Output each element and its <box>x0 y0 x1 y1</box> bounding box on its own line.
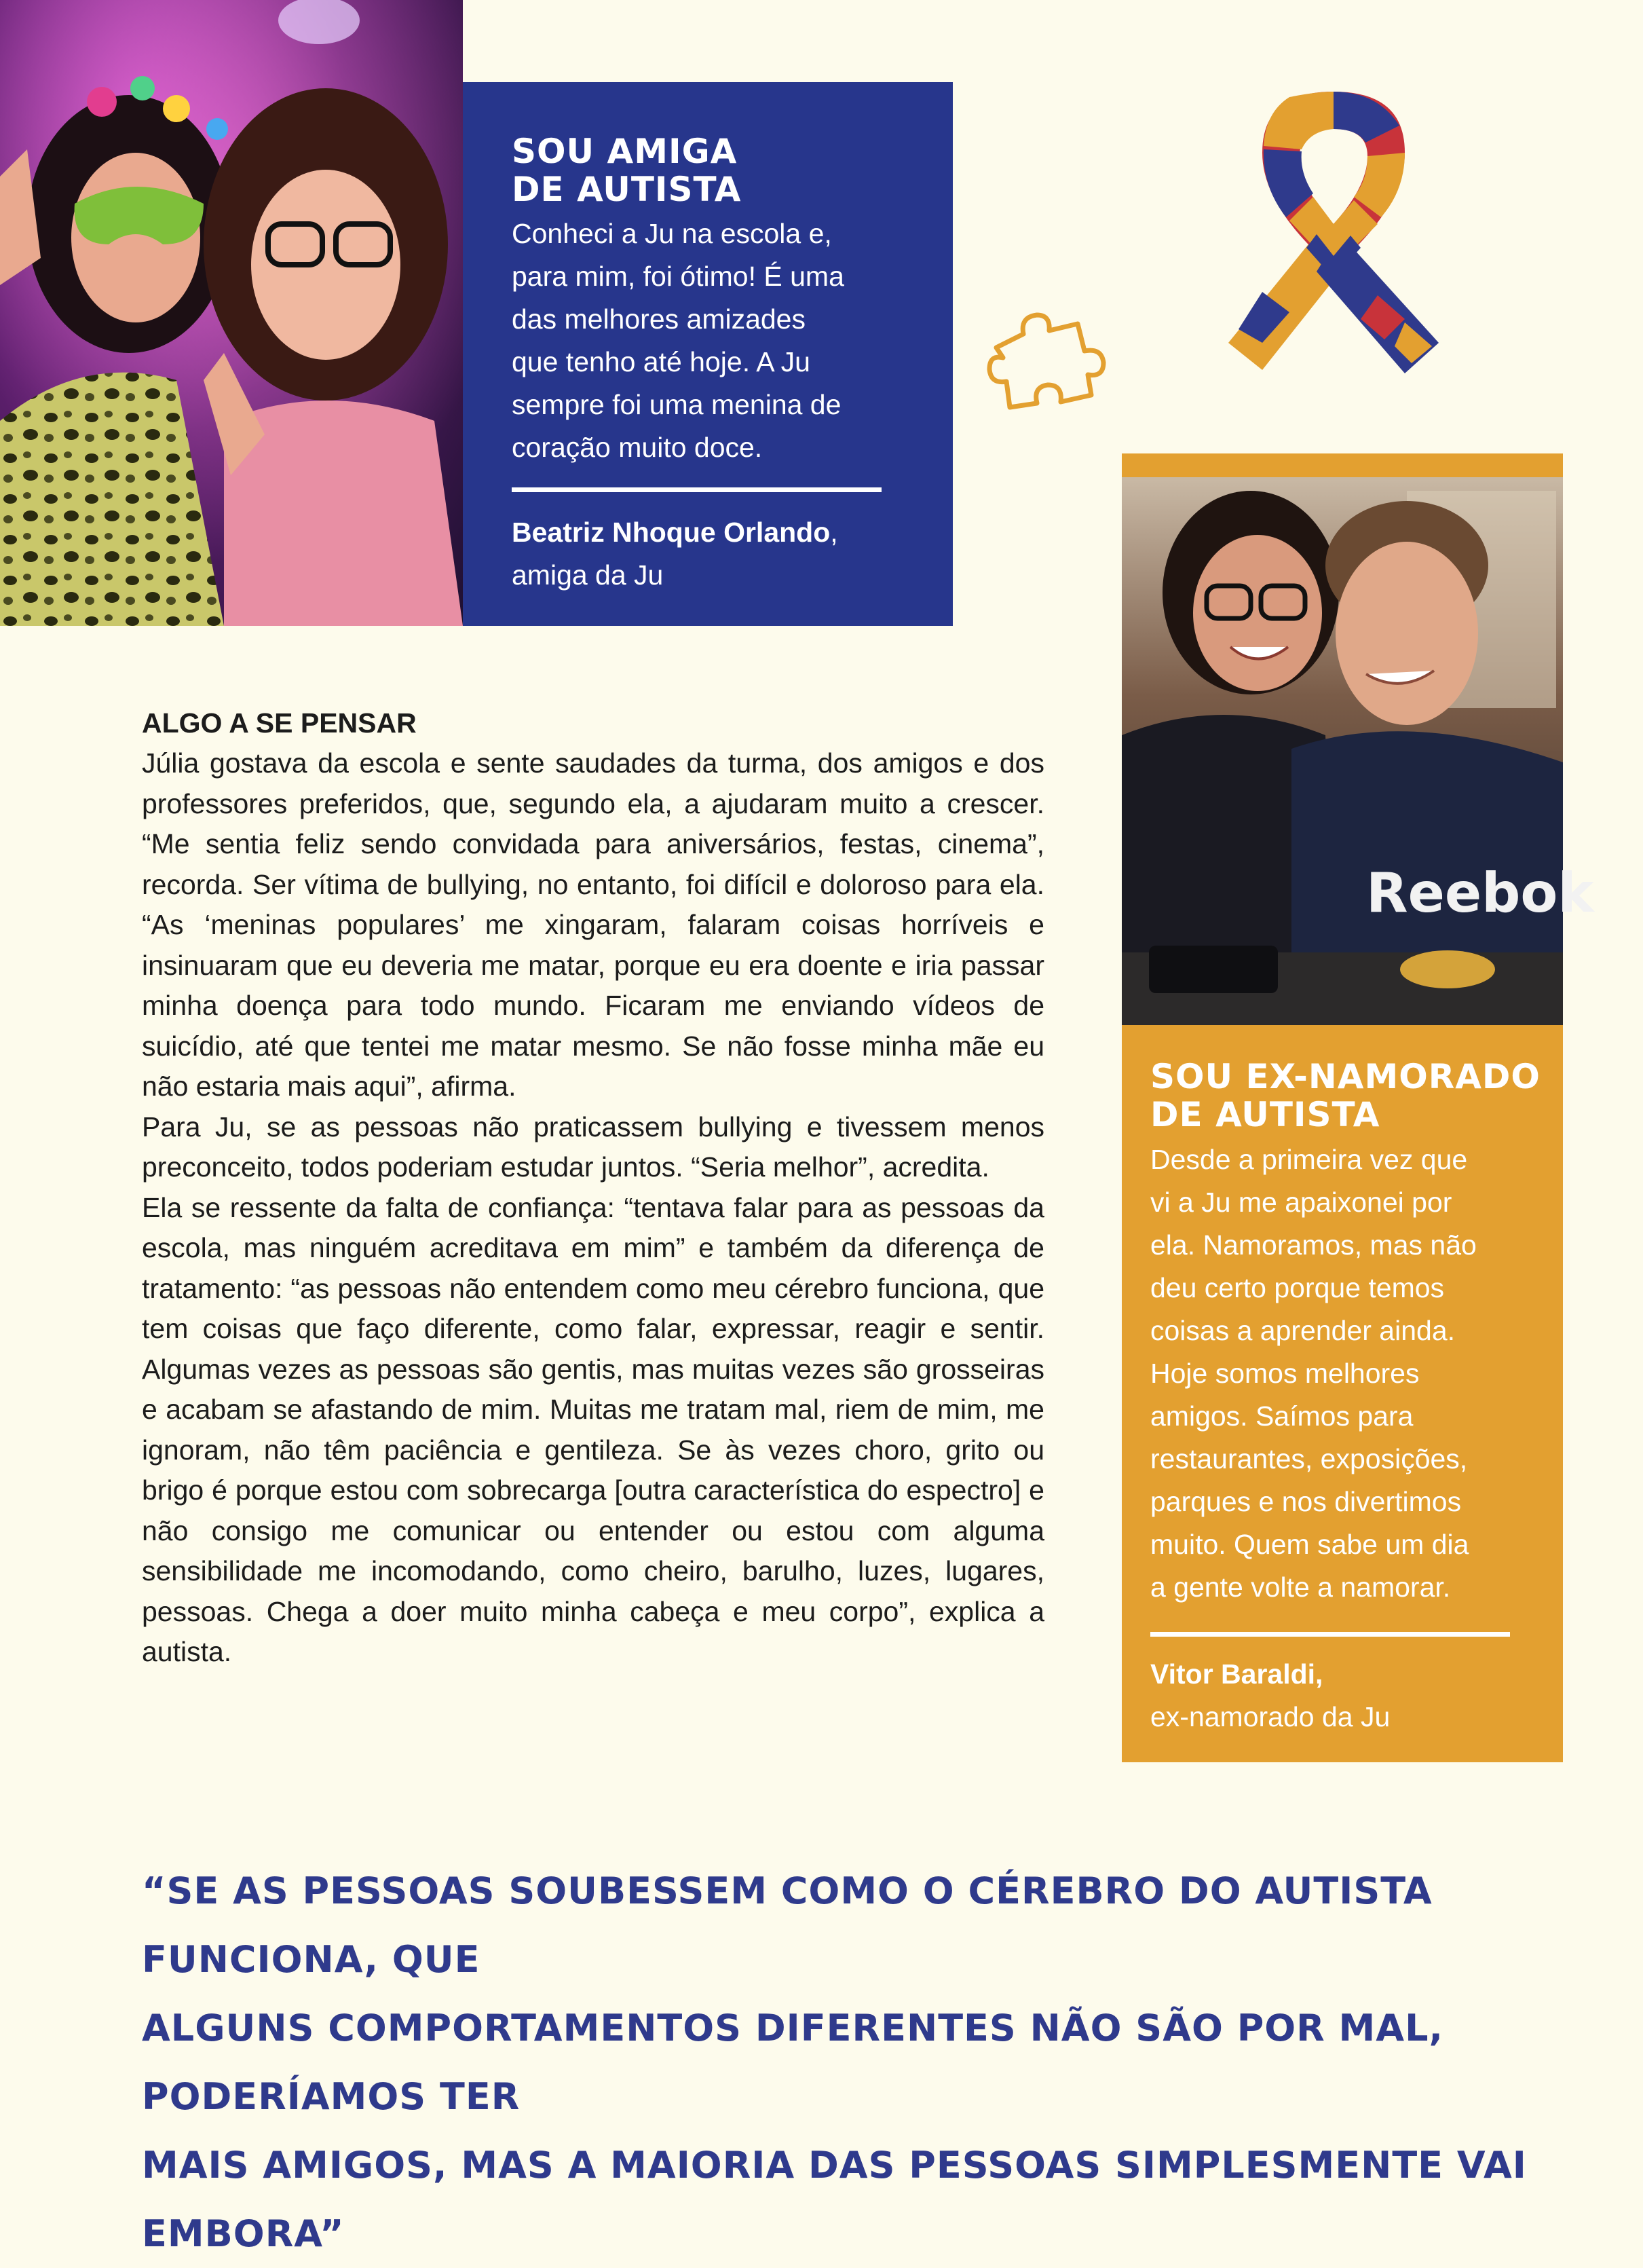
friend-box-title-line2: DE AUTISTA <box>512 170 742 209</box>
photo-couple <box>1122 477 1594 1025</box>
photo-friends <box>0 0 463 626</box>
ex-text-line: muito. Quem sabe um dia <box>1150 1529 1469 1560</box>
friend-box-author <box>512 511 946 597</box>
ex-box-author <box>1150 1653 1557 1739</box>
ex-text-line: ela. Namoramos, mas não <box>1150 1229 1477 1261</box>
friend-text-line: para mim, foi ótimo! É uma <box>512 261 844 292</box>
ex-text-line: vi a Ju me apaixonei por <box>1150 1187 1452 1218</box>
photo-couple-illustration <box>1122 477 1594 1025</box>
ex-author-role: ex-namorado da Ju <box>1150 1701 1391 1732</box>
shirt-logo-text: Reebok <box>1366 861 1594 925</box>
photo-friends-illustration <box>0 0 463 626</box>
ex-text-line: amigos. Saímos para <box>1150 1400 1414 1432</box>
pull-quote-line: “SE AS PESSOAS SOUBESSEM COMO O CÉREBRO DO AUTISTA FUNCIONA, QUE <box>142 1870 1433 1981</box>
ex-text-line: restaurantes, exposições, <box>1150 1443 1468 1474</box>
friend-box-text <box>512 212 946 469</box>
pull-quote-line: ALGUNS COMPORTAMENTOS DIFERENTES NÃO SÃO POR MAL, PODERÍAMOS TER <box>142 2007 1444 2118</box>
ex-text-line: deu certo porque temos <box>1150 1272 1445 1303</box>
ex-text-line: coisas a aprender ainda. <box>1150 1315 1456 1346</box>
friend-box-title <box>512 132 741 208</box>
ex-text-line: Hoje somos melhores <box>1150 1358 1420 1389</box>
article-heading: ALGO A SE PENSAR <box>142 707 417 739</box>
friend-text-line: coração muito doce. <box>512 432 763 463</box>
article-paragraph-1: Júlia gostava da escola e sente saudades da turma, dos amigos e dos professores preferidos, que, segundo ela, a ajudaram muito a crescer. “Me sentia feliz sendo convidada para aniversários, festas, cinema”, recorda. Ser vítima de bullying, no entanto, foi difícil e doloroso para ela. “As ‘meninas populares’ me xingaram, falaram coisas horríveis e insinuaram que eu deveria me matar, porque eu era doente e iria passar minha doença para todo mundo. Ficaram me enviando vídeos de suicídio, até que tentei me matar mesmo. Se não fosse minha mãe eu não estaria mais aqui”, afirma. <box>142 747 1044 1102</box>
friend-author-line <box>512 511 946 554</box>
ex-text-line: a gente volte a namorar. <box>1150 1572 1451 1603</box>
friend-text-line: Conheci a Ju na escola e, <box>512 218 832 249</box>
ex-author-name <box>1150 1653 1557 1696</box>
ex-box-title <box>1150 1058 1541 1134</box>
pull-quote-line: MAIS AMIGOS, MAS A MAIORIA DAS PESSOAS SIMPLESMENTE VAI EMBORA” <box>142 2144 1527 2255</box>
ex-author-name-text: Vitor Baraldi, <box>1150 1658 1323 1690</box>
article-paragraph-2: Para Ju, se as pessoas não praticassem bullying e tivessem menos preconceito, todos poderiam estudar juntos. “Seria melhor”, acredita. <box>142 1111 1044 1183</box>
pull-quote <box>142 1857 1547 2268</box>
friend-testimonial-box <box>463 82 953 626</box>
article-paragraph-3: Ela se ressente da falta de confiança: “tentava falar para as pessoas da escola, mas ninguém acreditava em mim” e também da diferença de tratamento: “as pessoas não entendem como meu cérebro funciona, que tem coisas que faço diferente, como falar, expressar, reagir e sentir. Algumas vezes as pessoas são gentis, mas muitas vezes são grosseiras e acabam se afastando de mim. Muitas me tratam mal, riem de mim, me ignoram, não têm paciência e gentileza. Se às vezes choro, grito ou brigo é porque estou com sobrecarga [outra característica do espectro] e não consigo me comunicar ou entender ou estou com alguma sensibilidade me incomodando, como cheiro, barulho, luzes, lugares, pessoas. Chega a doer muito minha cabeça e meu corpo”, explica a autista. <box>142 1191 1044 1667</box>
article-body <box>142 703 1044 1673</box>
friend-author-comma: , <box>830 517 838 548</box>
friend-author-name: Beatriz Nhoque Orlando <box>512 517 831 548</box>
friend-text-line: sempre foi uma menina de <box>512 389 842 420</box>
friend-text-line: das melhores amizades <box>512 303 806 335</box>
autism-ribbon-icon <box>1222 78 1446 380</box>
friend-box-title-line1: SOU AMIGA <box>512 132 738 171</box>
puzzle-piece-icon <box>983 307 1108 409</box>
ex-testimonial-box <box>1122 1025 1563 1762</box>
ex-box-title-line2: DE AUTISTA <box>1150 1095 1380 1134</box>
ex-box-divider <box>1150 1632 1510 1637</box>
friend-author-role: amiga da Ju <box>512 559 664 591</box>
friend-box-divider <box>512 487 882 492</box>
ex-text-line: Desde a primeira vez que <box>1150 1144 1468 1175</box>
friend-text-line: que tenho até hoje. A Ju <box>512 346 810 377</box>
orange-accent-strip <box>1122 453 1563 477</box>
ex-text-line: parques e nos divertimos <box>1150 1486 1462 1517</box>
ex-box-title-line1: SOU EX-NAMORADO <box>1150 1057 1541 1096</box>
ex-box-text <box>1150 1138 1557 1609</box>
